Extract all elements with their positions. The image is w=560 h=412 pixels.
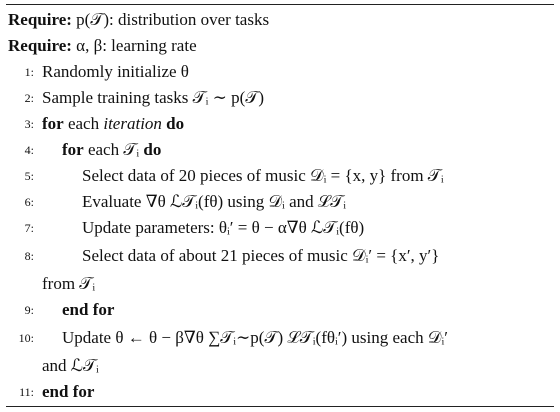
line-number: 1:	[24, 65, 34, 79]
line-text: Evaluate ∇θ ℒ𝒯ᵢ(fθ) using 𝒟ᵢ and ℒ𝒯ᵢ	[82, 192, 347, 211]
top-rule	[6, 4, 554, 5]
algo-line-5	[0, 164, 560, 188]
line-text: each	[63, 114, 104, 133]
line-number: 5:	[24, 169, 34, 183]
line-number: 11:	[19, 385, 34, 399]
line-text: Update θ ← θ − β∇θ ∑𝒯ᵢ∼p(𝒯) ℒ𝒯ᵢ(fθᵢ′) using each 𝒟ᵢ′	[62, 328, 448, 347]
algo-line-10-continued	[0, 354, 560, 378]
line-text: Select data of about 21 pieces of music 𝒟ᵢ′ = {x′, y′}	[82, 246, 440, 265]
iteration-word: iteration	[103, 114, 162, 133]
line-number: 2:	[24, 91, 34, 105]
line-text: each 𝒯ᵢ	[83, 140, 144, 159]
keyword-do: do	[143, 140, 162, 159]
line-number: 4:	[24, 143, 34, 157]
require-label: Require:	[8, 10, 72, 29]
line-number: 9:	[24, 303, 34, 317]
line-text: and ℒ𝒯ᵢ	[42, 356, 99, 375]
line-text: Sample training tasks 𝒯ᵢ ∼ p(𝒯)	[42, 88, 265, 107]
algo-line-8	[0, 244, 560, 268]
line-number: 7:	[24, 221, 34, 235]
keyword-for: for	[62, 140, 84, 159]
keyword-for: for	[42, 114, 64, 133]
line-text: Update parameters: θᵢ′ = θ − α∇θ ℒ𝒯ᵢ(fθ)	[82, 218, 365, 237]
algo-line-4	[0, 138, 560, 162]
require-1-text: p(𝒯): distribution over tasks	[76, 10, 270, 29]
algo-line-3	[0, 112, 560, 136]
require-2-text: α, β: learning rate	[76, 36, 197, 55]
line-text: Select data of 20 pieces of music 𝒟ᵢ = {x, y} from 𝒯ᵢ	[82, 166, 444, 185]
algo-line-8-continued	[0, 272, 560, 296]
line-number: 10:	[18, 331, 34, 345]
line-text: Randomly initialize θ	[42, 62, 189, 81]
algo-line-6	[0, 190, 560, 214]
line-number: 8:	[24, 249, 34, 263]
algo-line-10	[0, 326, 560, 350]
keyword-end-for: end for	[62, 300, 115, 319]
require-line-1	[8, 8, 560, 32]
algo-line-9	[0, 298, 560, 322]
line-number: 3:	[24, 117, 34, 131]
line-number: 6:	[24, 195, 34, 209]
algo-line-2	[0, 86, 560, 110]
require-line-2	[8, 34, 560, 58]
algo-line-11	[0, 380, 560, 404]
algo-line-7	[0, 216, 560, 240]
algo-line-1	[0, 60, 560, 84]
keyword-do: do	[161, 114, 185, 133]
line-text: from 𝒯ᵢ	[42, 274, 96, 293]
require-label: Require:	[8, 36, 72, 55]
bottom-rule	[6, 406, 554, 407]
keyword-end-for: end for	[42, 382, 95, 401]
